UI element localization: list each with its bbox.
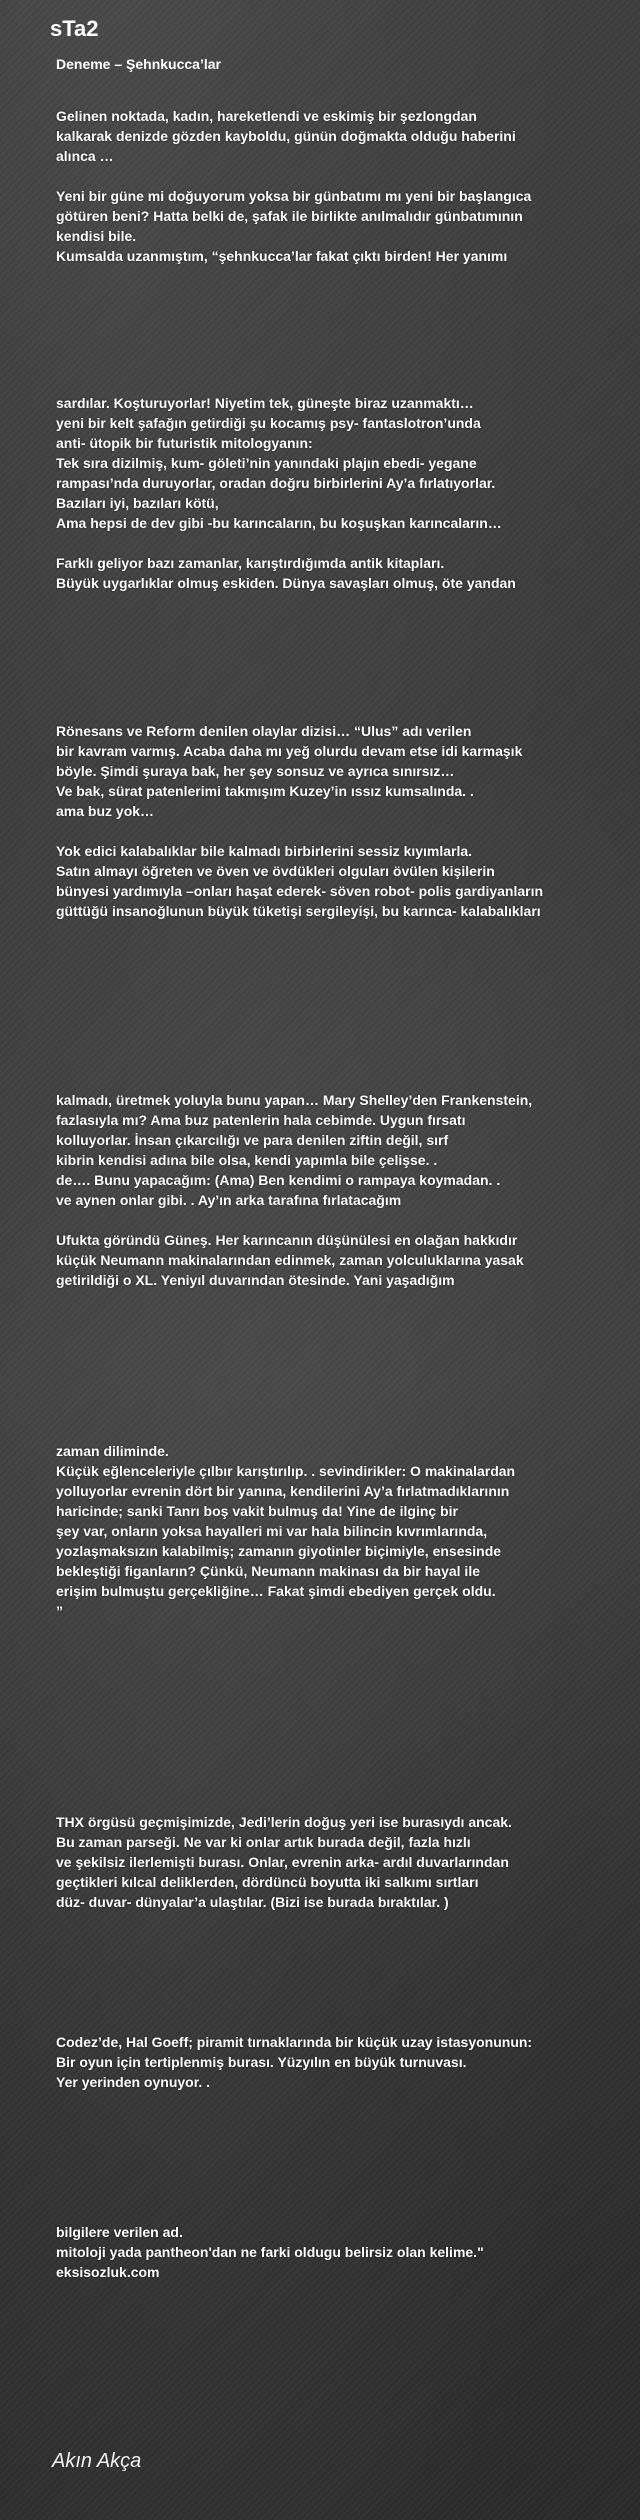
poem-stanza-3: Rönesans ve Reform denilen olaylar dizisi… “Ulus” adı verilen bir kavram varmış. Acaba daha mı yeğ olurdu devam etse idi karmaşık böyle. Şimdi şuraya bak, her şey sonsuz ve ayrıca sınırsız… Ve bak, sürat patenlerimi takmışım Kuzey’in ıssız kumsalında. . ama buz yok… Yok edici kalabalıklar bile kalmadı birbirlerini sessiz kıyımlarla. Satın almayı öğreten ve öven ve övdükleri olguları övülen kişilerin bünyesi yardımıyla –onları haşat ederek- söven robot- polis gardiyanların güttüğü insanoğlunun büyük tüketişi sergileyişi, bu karınca- kalabalıkları: [56, 723, 544, 919]
poem-stanza-7: Codez’de, Hal Goeff; piramit tırnaklarında bir küçük uzay istasyonunun: Bir oyun için tertiplenmiş burası. Yüzyılın en büyük turnuvası. Yer yerinden oynuyor. .: [56, 2034, 533, 2090]
poem-author: Akın Akça: [52, 2450, 142, 2472]
poem-stanza-5: zaman diliminde. Küçük eğlenceleriyle çılbır karıştırılıp. . sevindirikler: O makinalardan yolluyorlar evrenin dört bir yanına, kendilerini Ay’a fırlatmadıklarının haricinde; sanki Tanrı boş vakit bulmuş da! Yine de ilginç bir şey var, onların yoksa hayalleri mi var hala bilincin kıvrımlarında, yozlaşmaksızın kalabilmiş; zamanın giyotinler biçimiyle, ensesinde bekleştiği figanların? Çünkü, Neumann makinası da bir hayal ile erişim bulmuştu gerçekliğine… Fakat şimdi ebediyen gerçek oldu. ”: [56, 1443, 516, 1619]
poem-stanza-6: THX örgüsü geçmişimizde, Jedi’lerin doğuş yeri ise burasıydı ancak. Bu zaman parseği. Ne var ki onlar artık burada değil, fazla hızlı ve şekilsiz ilerlemişti burası. Onlar, evrenin arka- ardıl duvarlarından geçtikleri kılcal deliklerden, dördüncü boyutta iki salkımı sırtları düz- duvar- dünyalar’a ulaştılar. (Bizi ise burada bıraktılar. ): [56, 1814, 512, 1910]
poem-stanza-2: sardılar. Koşturuyorlar! Niyetim tek, güneşte biraz uzanmaktı… yeni bir kelt şafağın getirdiği şu kocamış psy- fantaslotron’unda anti- ütopik bir futuristik mitologyanın: Tek sıra dizilmiş, kum- göleti’nin yanındaki plajın ebedi- yegane rampası’nda duruyorlar, oradan doğru birbirlerini Ay’a fırlatıyorlar. Bazıları iyi, bazıları kötü, Ama hepsi de dev gibi -bu karıncaların, bu koşuşkan karıncaların… Farklı geliyor bazı zamanlar, karıştırdığımda antik kitapları. Büyük uygarlıklar olmuş eskiden. Dünya savaşları olmuş, öte yandan: [56, 395, 516, 591]
poem-subtitle: Deneme – Şehnkucca’lar: [56, 56, 221, 72]
poem-stanza-4: kalmadı, üretmek yoluyla bunu yapan… Mary Shelley’den Frankenstein, fazlasıyla mı? Ama buz patenlerin hala cebimde. Uygun fırsatı kolluyorlar. İnsan çıkarcılığı ve para denilen ziftin değil, sırf kibrin kendisi adına bile olsa, kendi yapımla bile çelişse. . de…. Bunu yapacağım: (Ama) Ben kendimi o rampaya koymadan. . ve aynen onlar gibi. . Ay’ın arka tarafına fırlatacağım Ufukta göründü Güneş. Her karıncanın düşünülesi en olağan hakkıdır küçük Neumann makinalarından edinmek, zaman yolculuklarına yasak getirildiği o XL. Yeniyıl duvarından ötesinde. Yani yaşadığım: [56, 1092, 533, 1288]
poem-stanza-8: bilgilere verilen ad. mitoloji yada pantheon'dan ne farki oldugu belirsiz olan kelime." eksisozluk.com: [56, 2224, 484, 2280]
poem-stanza-1: Gelinen noktada, kadın, hareketlendi ve eskimiş bir şezlongdan kalkarak denizde gözden kayboldu, günün doğmakta olduğu haberini alınca … Yeni bir güne mi doğuyorum yoksa bir günbatımı mı yeni bir başlangıca götüren beni? Hatta belki de, şafak ile birlikte anılmalıdır günbatımının kendisi bile. Kumsalda uzanmıştım, “şehnkucca’lar fakat çıktı birden! Her yanımı: [56, 108, 532, 264]
poem-title: sTa2: [50, 16, 99, 41]
